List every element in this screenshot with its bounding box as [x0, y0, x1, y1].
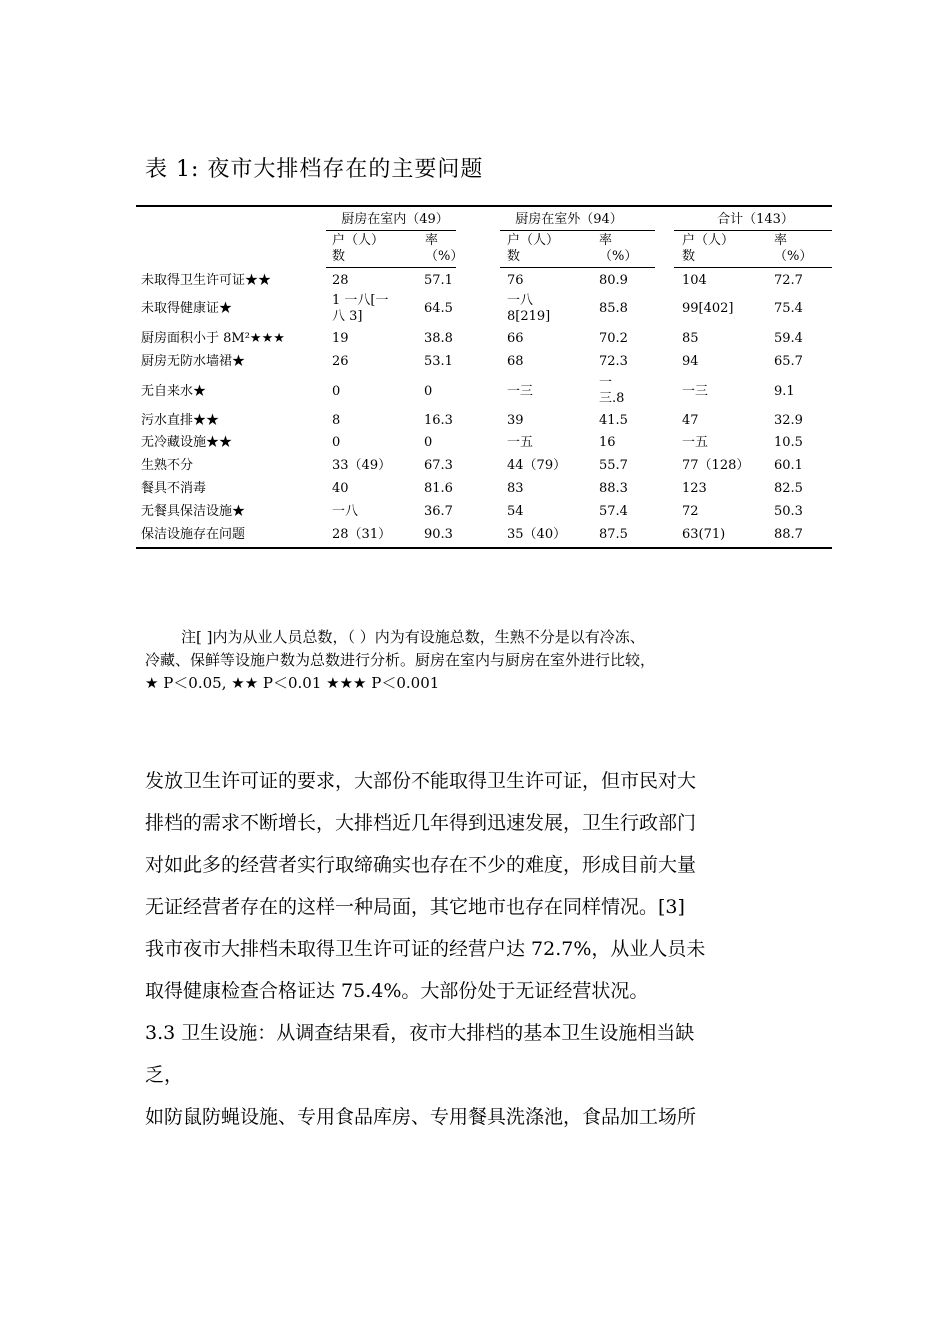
body-line: 如防鼠防蝇设施、专用食品库房、专用餐具洗涤池，食品加工场所 [145, 1106, 697, 1128]
row-label: 未取得卫生许可证★★ [141, 273, 272, 288]
section-heading-line: 3.3 卫生设施：从调查结果看，夜市大排档的基本卫生设施相当缺 [145, 1022, 695, 1044]
cell: 1 一八[一 八 3] [332, 293, 389, 324]
table-note [145, 626, 815, 695]
cell: 90.3 [424, 527, 453, 542]
cell: 53.1 [424, 354, 453, 369]
cell: 57.4 [599, 504, 628, 519]
cell: 55.7 [599, 458, 628, 473]
row-label: 保洁设施存在问题 [141, 527, 246, 542]
cell: 77（128） [682, 458, 750, 473]
cell: 一五 [682, 435, 709, 450]
cell: 94 [682, 354, 699, 369]
cell: 87.5 [599, 527, 628, 542]
group-header-total: 合计（143） [717, 212, 794, 227]
cell: 76 [507, 273, 524, 288]
cell: 28（31） [332, 527, 392, 542]
cell: 75.4 [774, 301, 803, 316]
cell: 68 [507, 354, 524, 369]
table-bottom-rule [136, 547, 832, 549]
group-header-outdoor: 厨房在室外（94） [515, 212, 623, 227]
row-label: 污水直排★★ [141, 413, 220, 428]
cell: 59.4 [774, 331, 803, 346]
cell: 38.8 [424, 331, 453, 346]
cell: 一三 [507, 384, 534, 399]
cell: 39 [507, 413, 524, 428]
cell: 88.7 [774, 527, 803, 542]
cell: 50.3 [774, 504, 803, 519]
cell: 83 [507, 481, 524, 496]
body-line: 对如此多的经营者实行取缔确实也存在不少的难度，形成目前大量 [145, 854, 697, 876]
sub-rule-outdoor [500, 267, 655, 268]
cell: 64.5 [424, 301, 453, 316]
cell: 40 [332, 481, 349, 496]
body-paragraph [145, 760, 815, 1138]
sub-header-count-outdoor: 户（人） 数 [507, 233, 560, 264]
group-rule-indoor [326, 230, 456, 231]
table-top-rule [136, 205, 832, 207]
cell: 88.3 [599, 481, 628, 496]
row-label: 厨房无防水墙裙★ [141, 354, 246, 369]
cell: 19 [332, 331, 349, 346]
cell: 0 [424, 384, 433, 399]
group-header-indoor: 厨房在室内（49） [341, 212, 449, 227]
sub-header-rate-indoor: 率 （%） [425, 233, 464, 264]
cell: 41.5 [599, 413, 628, 428]
cell: 9.1 [774, 384, 795, 399]
cell: 72.7 [774, 273, 803, 288]
row-label: 无餐具保洁设施★ [141, 504, 246, 519]
cell: 35（40） [507, 527, 567, 542]
body-line: 无证经营者存在的这样一种局面，其它地市也存在同样情况。[3] [145, 896, 685, 918]
cell: 85.8 [599, 301, 628, 316]
cell: 一八 8[219] [507, 293, 551, 324]
cell: 123 [682, 481, 707, 496]
cell: 85 [682, 331, 699, 346]
sub-header-count-indoor: 户（人） 数 [332, 233, 385, 264]
cell: 47 [682, 413, 699, 428]
cell: 63(71) [682, 527, 726, 542]
cell: 82.5 [774, 481, 803, 496]
row-label: 生熟不分 [141, 458, 194, 473]
group-rule-outdoor [500, 230, 655, 231]
body-line: 取得健康检查合格证达 75.4%。大部份处于无证经营状况。 [145, 980, 649, 1002]
note-line: ★ P＜0.05, ★★ P＜0.01 ★★★ P＜0.001 [145, 674, 440, 692]
cell: 一三 [682, 384, 709, 399]
cell: 67.3 [424, 458, 453, 473]
row-label: 无冷藏设施★★ [141, 435, 233, 450]
sub-header-rate-outdoor: 率 （%） [599, 233, 638, 264]
row-label: 无自来水★ [141, 384, 207, 399]
cell: 26 [332, 354, 349, 369]
group-rule-total [674, 230, 832, 231]
cell: 0 [424, 435, 433, 450]
cell: 57.1 [424, 273, 453, 288]
cell: 16 [599, 435, 616, 450]
cell: 10.5 [774, 435, 803, 450]
cell: 99[402] [682, 301, 734, 316]
cell: 0 [332, 384, 341, 399]
cell: 72.3 [599, 354, 628, 369]
body-line: 排档的需求不断增长，大排档近几年得到迅速发展，卫生行政部门 [145, 812, 697, 834]
cell: 81.6 [424, 481, 453, 496]
body-line: 乏， [145, 1064, 184, 1086]
cell: 33（49） [332, 458, 392, 473]
cell: 一八 [332, 504, 359, 519]
cell: 44（79） [507, 458, 567, 473]
table-title: 表 1: 夜市大排档存在的主要问题 [145, 157, 484, 182]
body-line: 我市夜市大排档未取得卫生许可证的经营户达 72.7%，从业人员未 [145, 938, 706, 960]
cell: 36.7 [424, 504, 453, 519]
sub-header-rate-total: 率 （%） [774, 233, 813, 264]
note-line: 注[ ]内为从业人员总数，（ ）内为有设施总数，生熟不分是以有冷冻、 [181, 628, 645, 646]
cell: 72 [682, 504, 699, 519]
cell: 54 [507, 504, 524, 519]
cell: 8 [332, 413, 341, 428]
cell: 一 三.8 [599, 375, 625, 406]
cell: 104 [682, 273, 707, 288]
cell: 0 [332, 435, 341, 450]
note-line: 冷藏、保鲜等设施户数为总数进行分析。厨房在室内与厨房在室外进行比较， [145, 651, 656, 669]
cell: 16.3 [424, 413, 453, 428]
cell: 80.9 [599, 273, 628, 288]
cell: 32.9 [774, 413, 803, 428]
row-label: 厨房面积小于 8M²★★★ [141, 331, 285, 346]
sub-rule-indoor [326, 267, 456, 268]
sub-header-count-total: 户（人） 数 [682, 233, 735, 264]
cell: 一五 [507, 435, 534, 450]
cell: 66 [507, 331, 524, 346]
cell: 28 [332, 273, 349, 288]
cell: 60.1 [774, 458, 803, 473]
row-label: 未取得健康证★ [141, 301, 233, 316]
row-label: 餐具不消毒 [141, 481, 207, 496]
cell: 65.7 [774, 354, 803, 369]
body-line: 发放卫生许可证的要求，大部份不能取得卫生许可证，但市民对大 [145, 770, 697, 792]
cell: 70.2 [599, 331, 628, 346]
sub-rule-total [674, 267, 832, 268]
